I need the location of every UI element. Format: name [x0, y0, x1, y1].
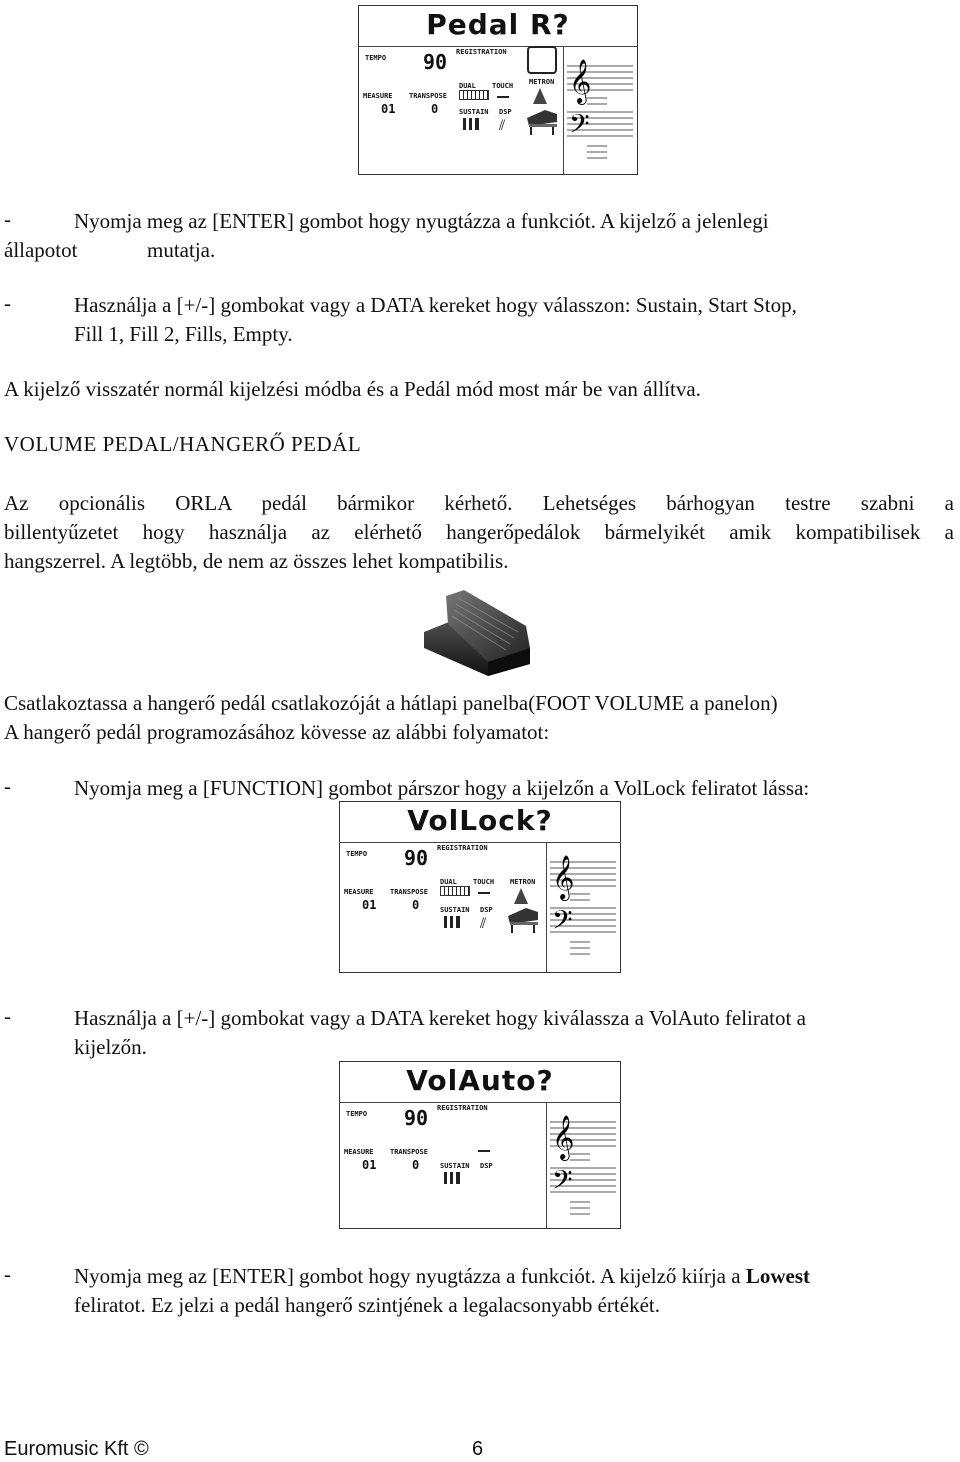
dual-label: DUAL: [440, 878, 457, 886]
body-text: billentyűzetet hogy használja az elérhető hangerőpedálok bármelyikét amik kompatibilisek a: [4, 520, 954, 544]
instruction-line: [74, 1262, 810, 1291]
dsp-label: DSP: [480, 1162, 493, 1170]
body-text: A kijelző visszatér normál kijelzési módba és a Pedál mód most már be van állítva.: [4, 377, 701, 401]
sustain-icon: [463, 118, 479, 130]
registration-label: REGISTRATION: [437, 1104, 488, 1112]
measure-label: MEASURE: [363, 92, 393, 100]
measure-value: 01: [381, 102, 396, 116]
sustain-label: SUSTAIN: [459, 108, 489, 116]
bullet-dash: -: [4, 1262, 11, 1286]
body-text: Csatlakoztassa a hangerő pedál csatlakozóját a hátlapi panelba(FOOT VOLUME a panelon): [4, 691, 778, 715]
grand-staff-icon: [550, 848, 616, 964]
copyright-symbol: ©: [134, 1438, 149, 1460]
tempo-label: TEMPO: [365, 54, 387, 62]
body-text: A hangerő pedál programozásához kövesse az alábbi folyamatot:: [4, 720, 550, 744]
measure-value: 01: [362, 898, 377, 912]
piano-icon: [525, 108, 559, 136]
transpose-label: TRANSPOSE: [409, 92, 447, 100]
tempo-value: 90: [404, 846, 429, 870]
metronome-icon: [514, 888, 528, 904]
lcd-divider: [340, 1102, 620, 1103]
transpose-label: TRANSPOSE: [390, 1148, 428, 1156]
grand-staff-icon: [567, 52, 633, 168]
instruction-line: Használja a [+/-] gombokat vagy a DATA kereket hogy kiválassza a VolAuto feliratot a: [74, 1006, 806, 1030]
staff-divider: [546, 1102, 547, 1228]
dual-keys-icon: [440, 886, 470, 896]
lcd-display-volauto: [339, 1061, 621, 1229]
transpose-value: 0: [431, 102, 439, 116]
section-heading: VOLUME PEDAL/HANGERŐ PEDÁL: [4, 432, 362, 456]
dsp-icon: ⫽: [499, 118, 506, 134]
bullet-dash: -: [4, 291, 11, 315]
lcd-divider: [359, 46, 637, 47]
bullet-dash: -: [4, 207, 11, 231]
instruction-line: mutatja.: [147, 238, 216, 262]
measure-label: MEASURE: [344, 888, 374, 896]
instruction-line: állapotot: [4, 238, 78, 262]
svg-text:𝄞: 𝄞: [569, 59, 592, 103]
staff-divider: [546, 842, 547, 972]
transpose-value: 0: [412, 898, 420, 912]
transpose-label: TRANSPOSE: [390, 888, 428, 896]
instruction-line: Fill 1, Fill 2, Fills, Empty.: [74, 322, 293, 346]
sustain-label: SUSTAIN: [440, 906, 470, 914]
page-number: 6: [472, 1438, 484, 1460]
sustain-label: SUSTAIN: [440, 1162, 470, 1170]
tempo-label: TEMPO: [346, 1110, 368, 1118]
registration-label: REGISTRATION: [456, 48, 507, 56]
svg-text:𝄞: 𝄞: [552, 1115, 575, 1159]
dsp-icon: ⫽: [480, 916, 487, 932]
tempo-value: 90: [423, 50, 448, 74]
lcd-divider: [340, 842, 620, 843]
company-name: Euromusic Kft: [4, 1438, 129, 1460]
instruction-line: Használja a [+/-] gombokat vagy a DATA kereket hogy válasszon: Sustain, Start Stop,: [74, 293, 797, 317]
body-text: Az opcionális ORLA pedál bármikor kérhető. Lehetséges bárhogyan testre szabni a: [4, 491, 954, 515]
metron-label: METRON: [529, 78, 555, 86]
sustain-icon: [444, 916, 460, 928]
touch-dash: [478, 892, 490, 894]
bullet-dash: -: [4, 774, 11, 798]
piano-icon: [506, 906, 540, 934]
footer-company: [4, 1438, 149, 1461]
touch-label: TOUCH: [492, 82, 514, 90]
dsp-label: DSP: [480, 906, 493, 914]
measure-value: 01: [362, 1158, 377, 1172]
grand-staff-icon: [550, 1108, 616, 1224]
instruction-line: Nyomja meg a [FUNCTION] gombot párszor hogy a kijelzőn a VolLock feliratot lássa:: [74, 776, 810, 800]
lcd-title: Pedal R?: [426, 8, 570, 41]
tempo-value: 90: [404, 1106, 429, 1130]
svg-text:𝄢: 𝄢: [552, 904, 573, 942]
dsp-label: DSP: [499, 108, 512, 116]
registration-box: [527, 46, 557, 74]
bullet-dash: -: [4, 1004, 11, 1028]
metronome-icon: [533, 88, 547, 104]
transpose-value: 0: [412, 1158, 420, 1172]
instruction-text: Nyomja meg az [ENTER] gombot hogy nyugtázza a funkciót. A kijelző kiírja a: [74, 1264, 746, 1288]
tempo-label: TEMPO: [346, 850, 368, 858]
staff-divider: [563, 46, 564, 174]
dual-label: DUAL: [459, 82, 476, 90]
touch-label: TOUCH: [473, 878, 495, 886]
instruction-line: feliratot. Ez jelzi a pedál hangerő szintjének a legalacsonyabb értékét.: [74, 1293, 660, 1317]
touch-dash: [497, 96, 509, 98]
measure-label: MEASURE: [344, 1148, 374, 1156]
volume-pedal-image: [418, 586, 536, 678]
svg-text:𝄢: 𝄢: [569, 108, 590, 146]
metron-label: METRON: [510, 878, 536, 886]
lcd-title: VolAuto?: [406, 1064, 554, 1097]
lcd-title: VolLock?: [407, 804, 553, 837]
instruction-line: kijelzőn.: [74, 1035, 147, 1059]
registration-label: REGISTRATION: [437, 844, 488, 852]
instruction-line: Nyomja meg az [ENTER] gombot hogy nyugtázza a funkciót. A kijelző a jelenlegi: [74, 209, 769, 233]
svg-text:𝄞: 𝄞: [552, 855, 575, 899]
lcd-display-pedal: [358, 5, 638, 175]
body-text: hangszerrel. A legtöbb, de nem az összes lehet kompatibilis.: [4, 549, 509, 573]
lowest-keyword: Lowest: [745, 1264, 810, 1288]
lcd-display-vollock: [339, 801, 621, 973]
sustain-icon: [444, 1172, 460, 1184]
touch-dash: [478, 1150, 490, 1152]
svg-text:𝄢: 𝄢: [552, 1164, 573, 1202]
dual-keys-icon: [459, 90, 489, 100]
